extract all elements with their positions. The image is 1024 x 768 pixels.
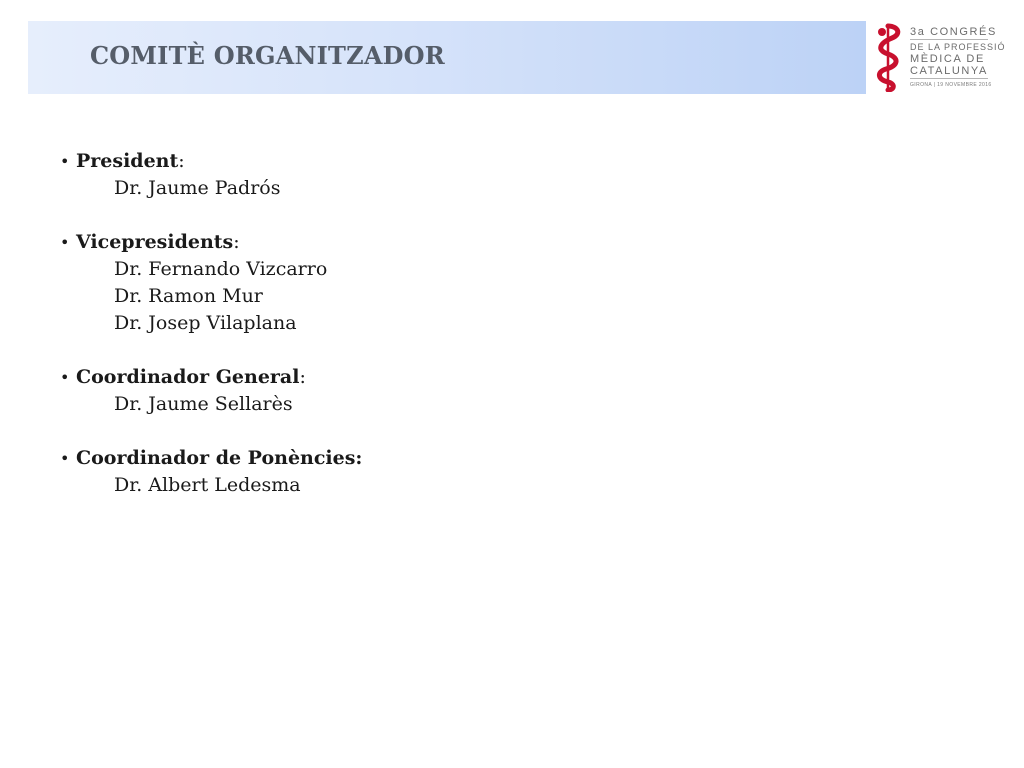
logo-wordmark [910,26,1006,90]
page-title: COMITÈ ORGANITZADOR [90,41,445,70]
section-label: Coordinador de Ponències [76,447,356,469]
member-name: Dr. Josep Vilaplana [114,312,297,334]
bullet-icon: • [60,152,70,171]
committee-list [60,148,760,526]
section-heading: • Vicepresidents: [60,229,760,256]
member-name: Dr. Albert Ledesma [114,474,301,496]
bullet-icon: • [60,233,70,252]
member-name: Dr. Fernando Vizcarro [114,258,328,280]
logo-line: 3a CONGRÉS [910,26,997,38]
bullet-icon: • [60,449,70,468]
section-heading: • Coordinador General: [60,364,760,391]
member-name: Dr. Jaume Sellarès [114,393,293,415]
section-heading: • Coordinador de Ponències: [60,445,760,472]
committee-section-vicepresidents [60,229,760,337]
congress-logo [868,22,1006,94]
section-label: Vicepresidents [76,231,234,253]
section-label: Coordinador General [76,366,300,388]
bullet-icon: • [60,368,70,387]
section-heading: • President: [60,148,760,175]
logo-line: DE LA PROFESSIÓ [910,42,1006,52]
member-name: Dr. Jaume Padrós [114,177,281,199]
member-name: Dr. Ramon Mur [114,285,263,307]
committee-section-president [60,148,760,202]
logo-line: MÈDICA DE [910,53,985,65]
logo-footer: GIRONA | 19 NOVEMBRE 2016 [910,82,992,88]
logo-line: CATALUNYA [910,65,988,77]
committee-section-coordinador-ponencies [60,445,760,499]
caduceus-logo-icon [868,22,908,92]
section-label: President [76,150,179,172]
committee-section-coordinador-general [60,364,760,418]
